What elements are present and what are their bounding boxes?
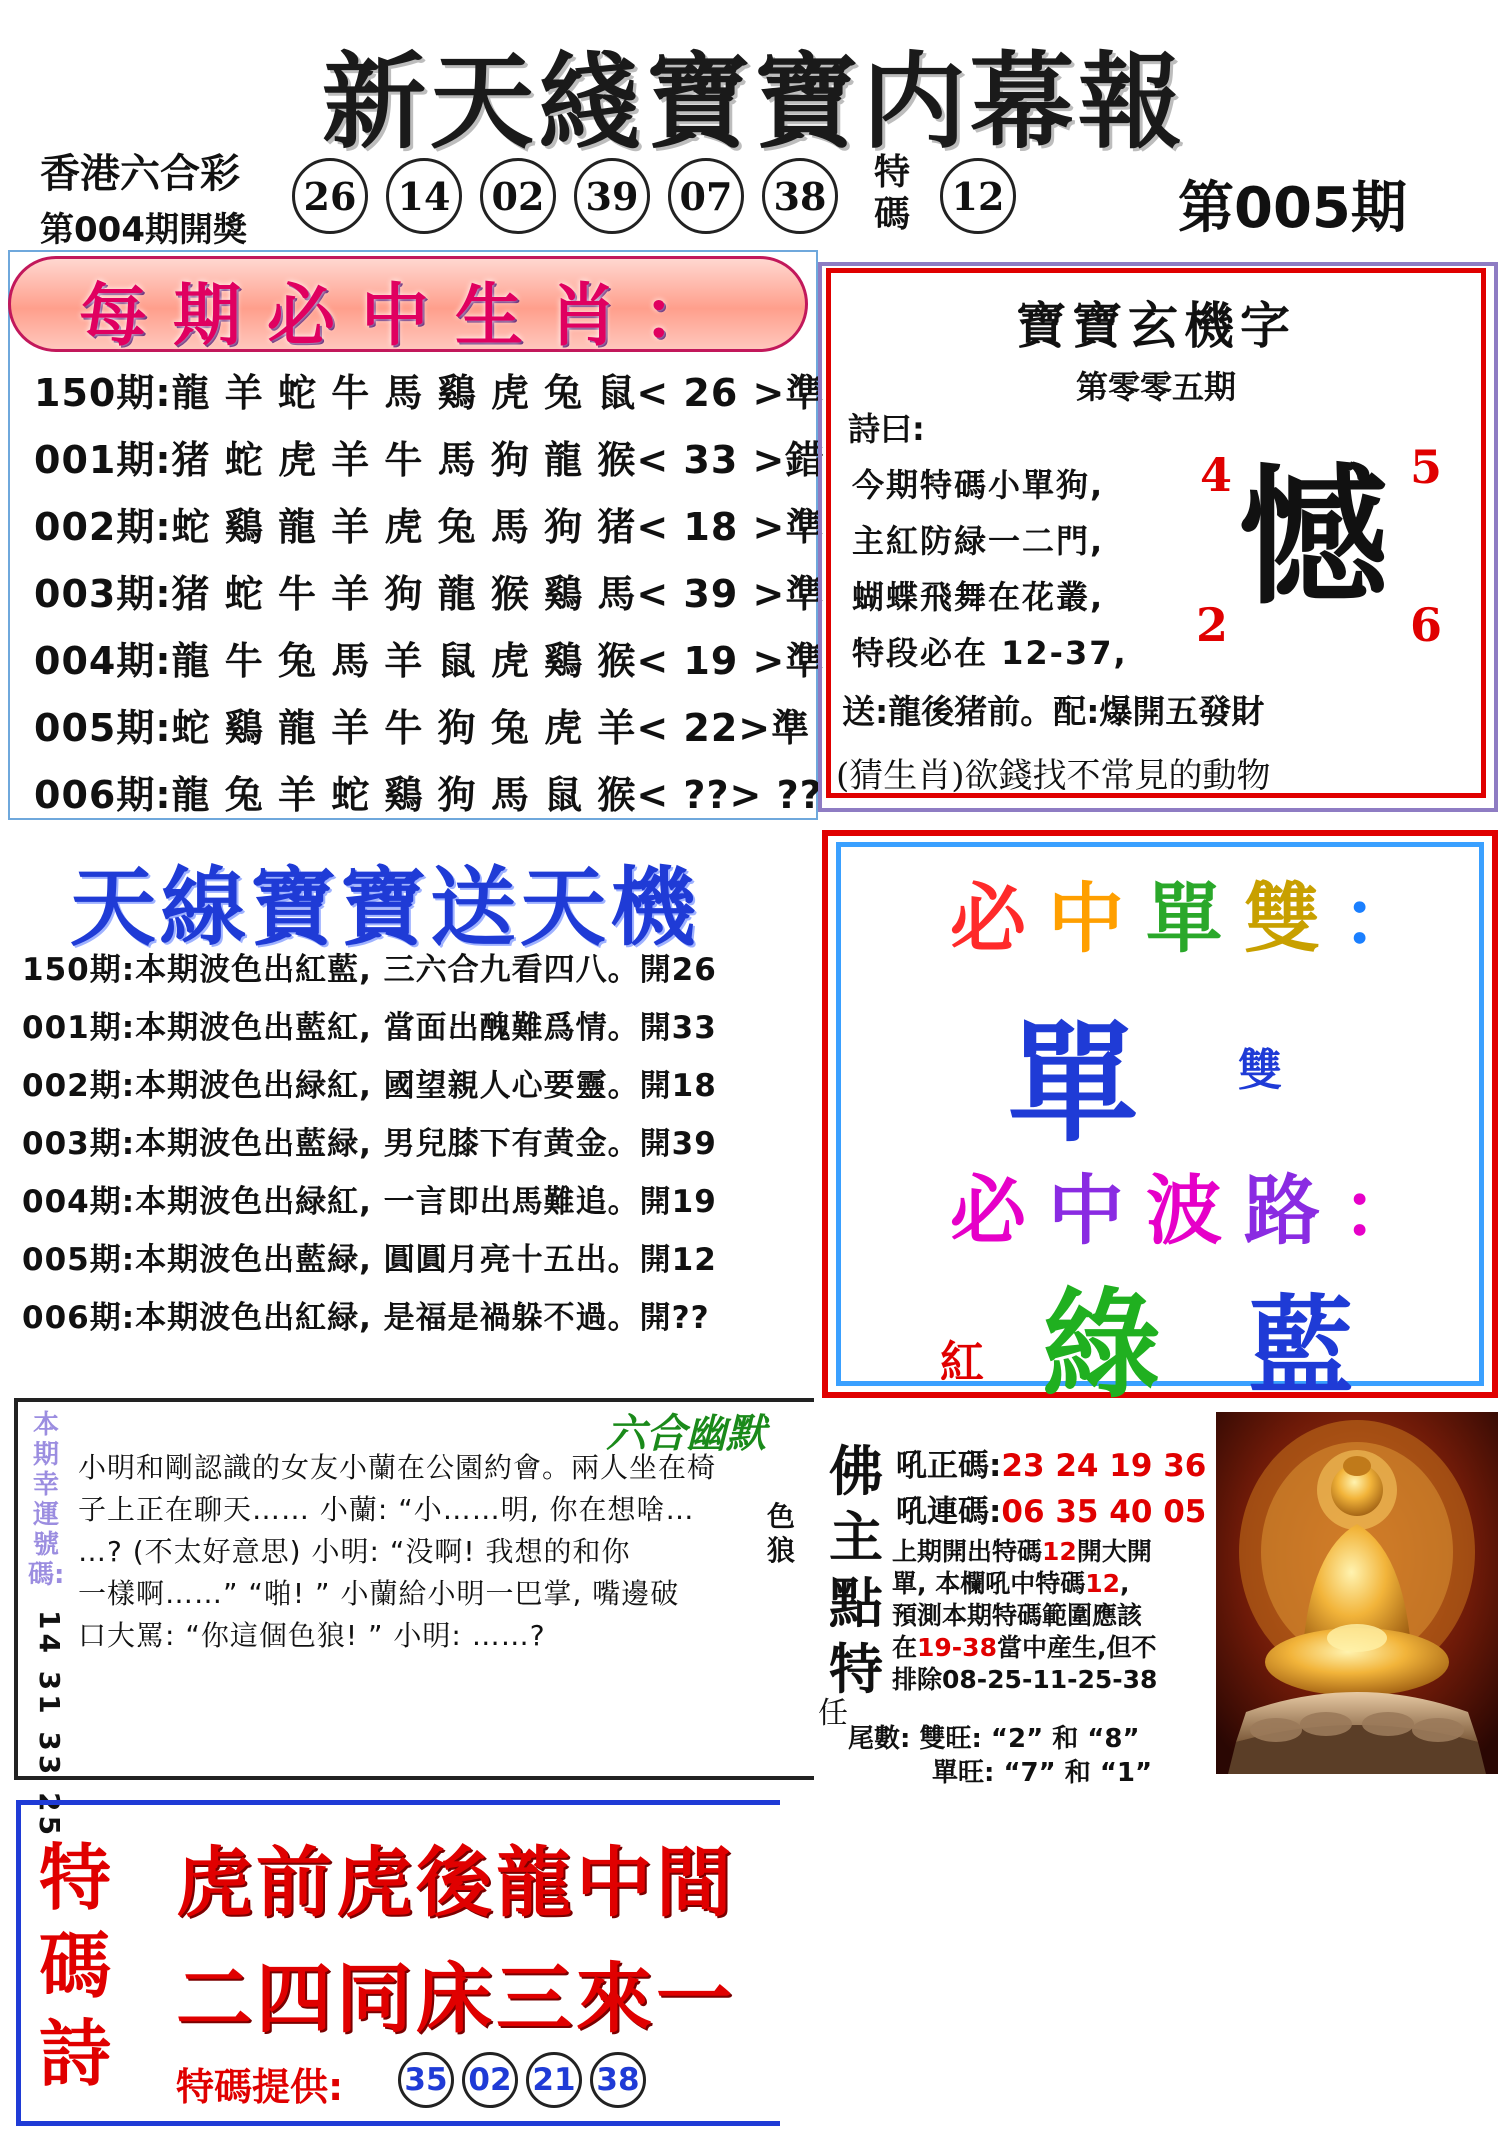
forecast-text: 開大開 [1076, 1537, 1152, 1566]
machine-subtitle: 第零零五期 [1075, 368, 1236, 406]
tianji-row: 006期:本期波色出紅緑, 是福是禍躲不過。開?? [22, 1300, 710, 1336]
number-ball: 39 [574, 158, 650, 234]
title-char: ： [1342, 874, 1440, 963]
wave-blue: 藍 [1248, 1283, 1354, 1408]
tail-double-line [848, 1718, 1140, 1755]
forecast-line [892, 1632, 1156, 1664]
number-ball: 14 [386, 158, 462, 234]
poem-label: 詩曰: [848, 410, 925, 448]
tail-double: 雙旺: “2” 和 “8” [919, 1724, 1140, 1754]
roar-main-line [896, 1440, 1206, 1485]
lucky-numbers: 14 31 33 25 [33, 1610, 66, 1840]
forecast-number: 12 [1042, 1537, 1077, 1566]
roar-link-numbers: 06 35 40 05 [1001, 1494, 1207, 1530]
tianji-row: 005期:本期波色出藍緑, 圓圓月亮十五出。開12 [22, 1242, 717, 1278]
forecast-line: 預測本期特碼範圍應該 [892, 1601, 1143, 1630]
zodiac-row: 003期:猪 蛇 牛 羊 狗 龍 猴 鷄 馬< 39 >準 [34, 572, 825, 616]
title-char: 中 [1048, 1166, 1146, 1255]
provided-numbers [398, 2052, 646, 2108]
buddha-vertical-title: 佛主點特 [829, 1439, 883, 1701]
forecast-text: , [1120, 1569, 1130, 1598]
poem-line: 蝴蝶飛舞在花叢, [852, 578, 1105, 616]
title-char: 中 [1048, 874, 1146, 963]
forecast-text: 上期開出特碼 [892, 1537, 1043, 1566]
roar-main-numbers: 23 24 19 36 [1001, 1448, 1207, 1484]
lucky-label: 本期幸運號碼: [28, 1410, 65, 1590]
roar-main-label: 吼正碼: [896, 1448, 1002, 1484]
forecast-line: 排除08-25-11-25-38 [892, 1665, 1158, 1694]
tail-single: 單旺: “7” 和 “1” [932, 1758, 1153, 1788]
title-char: 必 [950, 1166, 1048, 1255]
tianji-row: 003期:本期波色出藍緑, 男兒膝下有黄金。開39 [22, 1126, 717, 1162]
corner-number: 2 [1196, 598, 1229, 652]
wave-title [950, 1150, 1440, 1259]
joke-line: 小明和剛認識的女友小蘭在公園約會。兩人坐在椅 [78, 1451, 717, 1484]
poem-line-1: 虎前虎後龍中間 [176, 1838, 736, 1927]
page-title: 新天綫寶寶内幕報 [321, 40, 1186, 163]
tianji-row: 001期:本期波色出藍紅, 當面出醜難爲情。開33 [22, 1010, 717, 1046]
number-ball: 02 [480, 158, 556, 234]
number-ball: 26 [292, 158, 368, 234]
tianji-row: 004期:本期波色出緑紅, 一言即出馬難追。開19 [22, 1184, 717, 1220]
forecast-text: 單, 本欄吼中特碼 [892, 1569, 1086, 1598]
odd-result: 單 [1008, 1007, 1139, 1160]
number-ball: 38 [762, 158, 838, 234]
humor-title: 六合幽默 [606, 1410, 766, 1457]
title-char: 雙 [1244, 874, 1342, 963]
poem-side-title: 特碼詩 [38, 1835, 111, 2096]
oddeven-title [950, 858, 1440, 967]
issue-number: 第005期 [1178, 176, 1407, 241]
tianji-title: 天線寶寶送天機 [70, 857, 700, 958]
poem-line: 主紅防緑一二門, [852, 522, 1105, 560]
side-word: 色狼 [766, 1500, 795, 1567]
zodiac-row: 002期:蛇 鷄 龍 羊 虎 兔 馬 狗 猪< 18 >準 [34, 505, 825, 549]
title-char: 單 [1146, 874, 1244, 963]
machine-title: 寶寶玄機字 [1016, 296, 1296, 355]
zodiac-row: 006期:龍 兔 羊 蛇 鷄 狗 馬 鼠 猴< ??> ?? [34, 773, 823, 817]
title-char: 必 [950, 874, 1048, 963]
special-label: 特碼 [873, 152, 910, 235]
zodiac-banner-title: 每期必中生肖： [78, 276, 737, 356]
joke-line: …? (不太好意思) 小明: “没啊! 我想的和你 [78, 1535, 631, 1568]
zodiac-row: 005期:蛇 鷄 龍 羊 牛 狗 兔 虎 羊< 22>準 [34, 706, 811, 750]
number-ball: 21 [526, 2052, 582, 2108]
tail-label: 尾數: [848, 1724, 911, 1754]
draw-info: 第004期開獎 [40, 210, 247, 250]
joke-line: 子上正在聊天…… 小蘭: “小……明, 你在想啥… [78, 1493, 695, 1526]
special-number-ball: 12 [940, 158, 1016, 234]
tianji-row: 002期:本期波色出緑紅, 國望親人心要靈。開18 [22, 1068, 717, 1104]
forecast-number: 12 [1085, 1569, 1120, 1598]
forecast-text: 在 [892, 1633, 918, 1662]
roar-link-label: 吼連碼: [896, 1494, 1002, 1530]
buddha-statue-image [1216, 1412, 1498, 1774]
tianji-row: 150期:本期波色出紅藍, 三六合九看四八。開26 [22, 952, 717, 988]
number-ball: 38 [590, 2052, 646, 2108]
forecast-line [892, 1536, 1152, 1568]
title-char: 路 [1244, 1166, 1342, 1255]
ren-char: 任 [818, 1696, 848, 1731]
machine-footer: 送:龍後猪前。配:爆開五發財 [842, 692, 1265, 731]
number-ball: 07 [668, 158, 744, 234]
even-result: 雙 [1238, 1045, 1282, 1096]
provide-label: 特碼提供: [176, 2065, 344, 2109]
corner-number: 5 [1410, 440, 1443, 494]
poem-line: 特段必在 12-37, [852, 634, 1128, 672]
forecast-text: 當中産生,但不 [996, 1633, 1157, 1662]
forecast-line [892, 1568, 1130, 1600]
poem-line: 今期特碼小單狗, [852, 466, 1105, 504]
zodiac-row: 001期:猪 蛇 虎 羊 牛 馬 狗 龍 猴< 33 >錯 [34, 438, 825, 482]
poem-line-2: 二四同床三來一 [176, 1954, 736, 2043]
number-ball: 02 [462, 2052, 518, 2108]
lottery-name: 香港六合彩 [40, 151, 240, 197]
mystery-character: 憾 [1238, 449, 1389, 625]
joke-line: 口大罵: “你這個色狼! ” 小明: ……? [78, 1619, 546, 1652]
wave-red: 紅 [940, 1337, 984, 1388]
title-char: 波 [1146, 1166, 1244, 1255]
machine-hint: (猜生肖)欲錢找不常見的動物 [836, 756, 1271, 796]
zodiac-row: 004期:龍 牛 兔 馬 羊 鼠 虎 鷄 猴< 19 >準 [34, 639, 825, 683]
winning-numbers [292, 158, 838, 234]
joke-line: 一樣啊……” “啪! ” 小蘭給小明一巴掌, 嘴邊破 [78, 1577, 680, 1610]
title-char: ： [1342, 1166, 1440, 1255]
corner-number: 4 [1200, 448, 1233, 502]
zodiac-row: 150期:龍 羊 蛇 牛 馬 鷄 虎 兔 鼠< 26 >準 [34, 371, 825, 415]
forecast-number: 19-38 [917, 1633, 997, 1662]
corner-number: 6 [1410, 598, 1443, 652]
roar-link-line [896, 1486, 1206, 1531]
number-ball: 35 [398, 2052, 454, 2108]
wave-green: 綠 [1042, 1275, 1161, 1414]
